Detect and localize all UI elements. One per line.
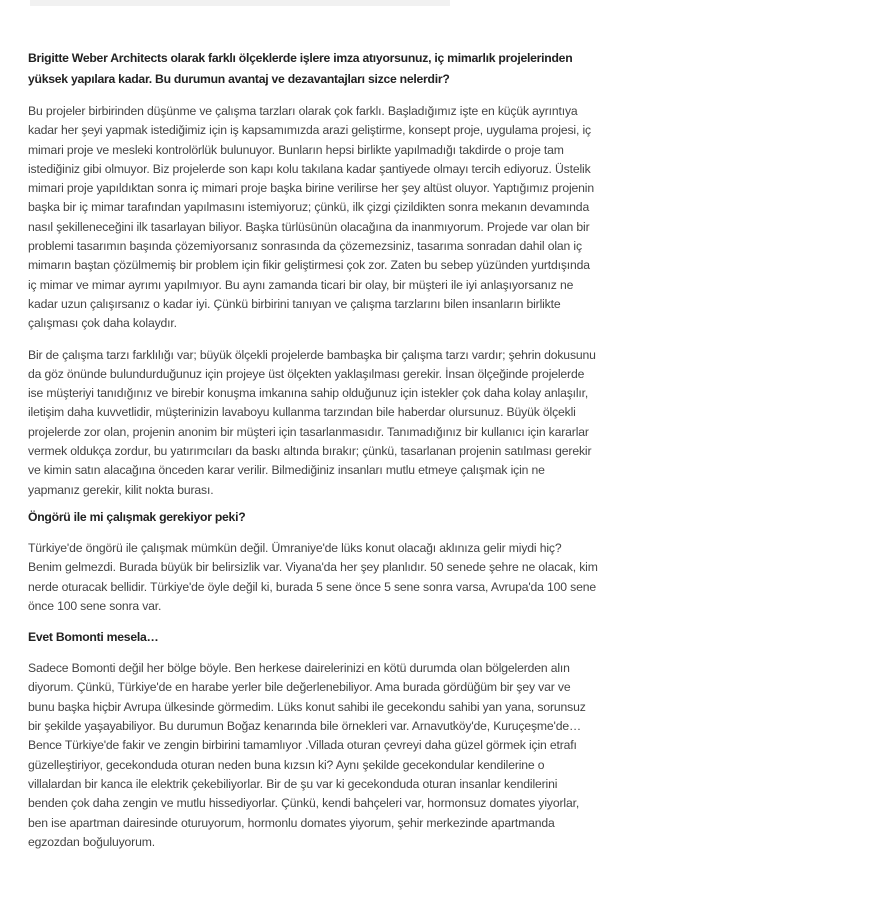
interview-answer-1-paragraph-1: Bu projeler birbirinden düşünme ve çalışma tarzları olarak çok farklı. Başladığımız işte en küçük ayrıntıya kadar her şeyi yapmak istediğimiz için iş kapsamımızda arazi geliştirme, konsept proje, uygulama projesi, iç mimari proje ve mesleki kontrolörlük bulunuyor. Bunların hepsi birlikte yapılmadığı takdirde o proje tam istediğiniz gibi olmuyor. Biz projelerde son kapı kolu takılana kadar şantiyede olmayı tercih ediyoruz. Üstelik mimari proje yapıldıktan sonra iç mimari proje başka birine verilirse her şey altüst oluyor. Yaptığımız projenin başka bir iç mimar tarafından yapılmasını istemiyoruz; çünkü, ilk çizgi çizildikten sonra mekanın devamında nasıl şekilleneceğini ilk tasarlayan biliyor. Başka türlüsünün olacağına da inanmıyorum. Projede var olan bir problemi tasarımın başında çözemiyorsanız sonrasında da çözemezsiniz, tasarıma sonradan dahil olan iç mimarın baştan çözülmemiş bir problem için fikir geliştirmesi çok zor. Zaten bu sebep yüzünden yurtdışında iç mimar ve mimar ayrımı yapılmıyor. Bu aynı zamanda ticari bir olay, bir müşteri ile iyi anlaşıyorsanız ne kadar uzun çalışırsanız o kadar iyi. Çünkü birbirini tanıyan ve çalışma tarzlarını bilen insanların birlikte çalışması çok daha kolaydır. [28,104,594,331]
interview-answer-1-paragraph-2: Bir de çalışma tarzı farklılığı var; büyük ölçekli projelerde bambaşka bir çalışma tarzı vardır; şehrin dokusunu da göz önünde bulundurduğunuz için projeye üst ölçekten yaklaşılması gerekir. İnsan ölçeğinde projelerde ise müşteriyi tanıdığınız ve birebir konuşma imkanına sahip olduğunuz için istekler çok daha kolay anlaşılır, iletişim daha kuvvetlidir, müşterinizin lavaboyu kullanma tarzından bile haberdar olursunuz. Büyük ölçekli projelerde zor olan, projenin anonim bir müşteri için tasarlanmasıdır. Tanımadığınız bir kullanıcı için kararlar vermek oldukça zordur, bu yatırımcıları da baskı altında bırakır; çünkü, tasarlanan projenin satılması gerekir ve kimin satın alacağına önceden karar verilir. Bilmediğiniz insanları mutlu etmeye çalışmak için ne yapmanız gerekir, kilit nokta burası. [28,347,596,497]
interview-question-1: Brigitte Weber Architects olarak farklı ölçeklerde işlere imza atıyorsunuz, iç mimarlık projelerinden yüksek yapılara kadar. Bu durumun avantaj ve dezavantajları sizce nelerdir? [28,51,573,86]
interview-question-3: Evet Bomonti mesela… [28,630,159,645]
interview-answer-3: Sadece Bomonti değil her bölge böyle. Ben herkese dairelerinizi en kötü durumda olan bölgelerden alın diyorum. Çünkü, Türkiye'de en harabe yerler bile değerlenebiliyor. Ama burada gördüğüm bir şey var ve bunu başka hiçbir Avrupa ülkesinde görmedim. Lüks konut sahibi ile gecekondu sahibi yan yana, sorunsuz bir şekilde yaşayabiliyor. Bu durumun Boğaz kenarında bile örnekleri var. Arnavutköy'de, Kuruçeşme'de…Bence Türkiye'de fakir ve zengin birbirini tamamlıyor .Villada oturan çevreyi daha güzel görmek için etrafı güzelleştiriyor, gecekonduda oturan neden buna kızsın ki? Aynı şekilde gecekondular kendilerine o villalardan bir kanca ile elektrik çekebiliyorlar. Bir de şu var ki gecekonduda oturan insanlar kendilerini benden çok daha zengin ve mutlu hissediyorlar. Çünkü, kendi bahçeleri var, hormonsuz domates yiyorlar, ben ise apartman dairesinde oturuyorum, hormonlu domates yiyorum, şehir merkezinde apartmanda egzozdan boğuluyorum. [28,661,586,849]
interview-answer-2: Türkiye'de öngörü ile çalışmak mümkün değil. Ümraniye'de lüks konut olacağı aklınıza gelir miydi hiç? Benim gelmezdi. Burada büyük bir belirsizlik var. Viyana'da her şey planlıdır. 50 senede şehre ne olacak, kim nerde oturacak bellidir. Türkiye'de öyle değil ki, burada 5 sene önce 5 sene sonra varsa, Avrupa'da 100 sene önce 100 sene sonra var. [28,540,598,613]
cropped-previous-content [30,0,450,6]
interview-question-2: Öngörü ile mi çalışmak gerekiyor peki? [28,509,246,524]
interview-article [28,48,598,864]
